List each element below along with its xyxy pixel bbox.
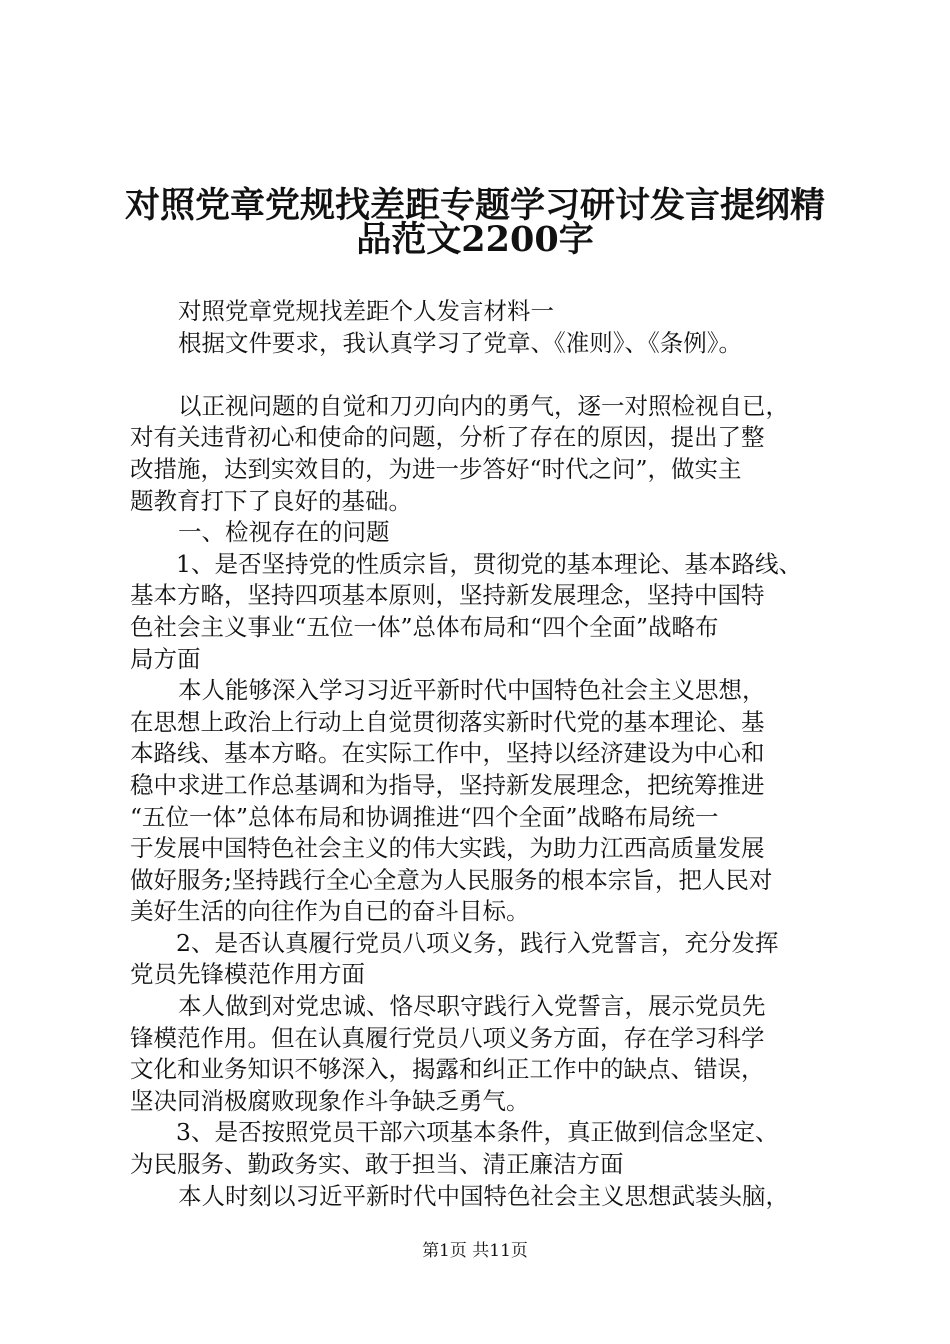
paragraph-line: 3、是否按照党员干部六项基本条件，真正做到信念坚定、 (176, 1118, 779, 1147)
paragraph-line: 改措施，达到实效目的，为进一步答好“时代之问”，做实主 (130, 454, 742, 483)
paragraph-line: 于发展中国特色社会主义的伟大实践，为助力江西高质量发展 (130, 834, 765, 863)
paragraph-line: 色社会主义事业“五位一体”总体布局和“四个全面”战略布 (130, 612, 719, 641)
paragraph-line: 美好生活的向往作为自已的奋斗目标。 (130, 897, 530, 926)
paragraph-line: 以正视问题的自觉和刀刃向内的勇气，逐一对照检视自已， (178, 391, 789, 420)
paragraph-line: 基本方略，坚持四项基本原则，坚持新发展理念，坚持中国特 (130, 581, 765, 610)
paragraph-line: 对有关违背初心和使命的问题，分析了存在的原因，提出了整 (130, 423, 765, 452)
page-number: 第1页 共11页 (422, 1241, 528, 1261)
paragraph-line: 本路线、基本方略。在实际工作中，坚持以经济建设为中心和 (130, 739, 765, 768)
paragraph-line: 2、是否认真履行党员八项义务，践行入党誓言，充分发挥 (176, 928, 779, 957)
paragraph-line: “五位一体”总体布局和协调推进“四个全面”战略布局统一 (130, 802, 719, 831)
document-title-line-2: 品范文2200字 (356, 219, 594, 260)
paragraph-line: 坚决同消极腐败现象作斗争缺乏勇气。 (130, 1086, 530, 1115)
paragraph-line: 本人时刻以习近平新时代中国特色社会主义思想武装头脑， (178, 1181, 789, 1210)
paragraph-line: 题教育打下了良好的基础。 (130, 486, 412, 515)
paragraph-line: 本人做到对党忠诚、恪尽职守践行入党誓言，展示党员先 (178, 992, 766, 1021)
document-title-line-1: 对照党章党规找差距专题学习研讨发言提纲精 (124, 185, 825, 226)
paragraph-line: 文化和业务知识不够深入，揭露和纠正工作中的缺点、错误， (130, 1055, 765, 1084)
paragraph-line: 1、是否坚持党的性质宗旨，贯彻党的基本理论、基本路线、 (176, 549, 802, 578)
section-heading: 一、检视存在的问题 (178, 518, 390, 547)
paragraph-line: 在思想上政治上行动上自觉贯彻落实新时代党的基本理论、基 (130, 707, 765, 736)
paragraph-line: 本人能够深入学习习近平新时代中国特色社会主义思想， (178, 676, 766, 705)
paragraph-line: 锋模范作用。但在认真履行党员八项义务方面，存在学习科学 (130, 1023, 765, 1052)
paragraph-line: 党员先锋模范作用方面 (130, 960, 365, 989)
paragraph-line: 根据文件要求，我认真学习了党章、《准则》、《条例》。 (178, 328, 742, 357)
paragraph-line: 做好服务;坚持践行全心全意为人民服务的根本宗旨，把人民对 (130, 865, 773, 894)
paragraph-line: 对照党章党规找差距个人发言材料一 (178, 297, 554, 325)
document-body (130, 296, 830, 1212)
blank-line (130, 359, 830, 391)
paragraph-line: 为民服务、勤政务实、敢于担当、清正廉洁方面 (130, 1150, 624, 1179)
paragraph-line: 局方面 (130, 644, 201, 673)
paragraph-line: 稳中求进工作总基调和为指导，坚持新发展理念，把统筹推进 (130, 770, 765, 799)
